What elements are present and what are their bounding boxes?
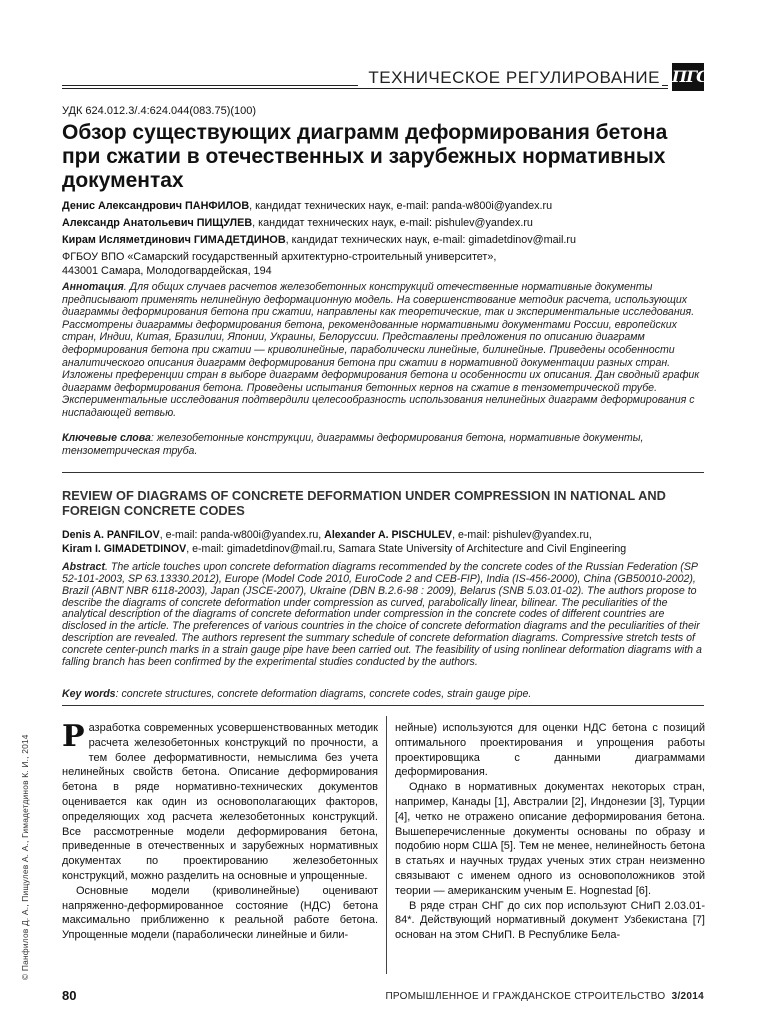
body-paragraph: Однако в нормативных документах некоторых стран, например, Канады [1], Австралии [2], Индонезии [3], Турции [4], четко не отражено описание деформирования бетона. Вышеперечисленные документы основаны по образу и подобию норм США [5]. Тем не менее, нелинейность бетона в статьях и научных трудах ученых этих стран неизменно связывают с именем одного из основоположников этой теории — американским ученым E. Hognestad [6]. — [395, 781, 705, 897]
author-details: , кандидат технических наук, e-mail: gimadetdinov@mail.ru — [285, 234, 577, 246]
english-author-name: Kiram I. GIMADETDINOV — [62, 542, 187, 555]
copyright-sidebar: © Панфилов Д. А., Пищулев А. А., Гимадетдинов К. И., 2014 — [20, 734, 30, 980]
paragraph-text: азработка современных усовершенствованных методик расчета железобетонных конструкций по прочности, а тем более деформативности, немыслима без учета нелинейных свойств бетона. Описание деформирования бетона в ряде нормативно-технических документов оценивается как один из основополагающих факторов, определяющих ход расчета железобетонных конструкций. Все рассмотренные модели деформирования бетона, приведенные в отечественных и зарубежных нормативных документах по проектированию железобетонных конструкций, можно разделить на основные и упрощенные. — [62, 722, 378, 882]
drop-cap: Р — [62, 719, 85, 754]
author-line — [62, 217, 533, 230]
abstract-ru — [62, 281, 704, 420]
english-author-affiliation: , e-mail: gimadetdinov@mail.ru, Samara State University of Architecture and Civil Engineering — [186, 542, 627, 555]
abstract-text: . Для общих случаев расчетов железобетонных конструкций отечественные нормативные документы предписывают применять нелинейную деформационную модель. На совершенствование методик расчета, использующих диаграммы деформирования бетона при сжатии, направлены как теоретические, так и экспериментальные исследования. Рассмотрены диаграммы деформирования бетона, рекомендованные нормативными документами России, европейских стран, Индии, Китая, Бразилии, Японии, Украины, Белоруссии. Представлены предложения по описанию диаграмм деформирования бетона при сжатии — криволинейные, параболически линейные, билинейные. Приведены особенности аналитического описания диаграмм деформирования бетона при сжатии в нормативной документации разных стран. Изложены преференции стран в выборе диаграмм деформирования бетона и особенности их описания. Дан сводный график диаграмм деформирования бетона. Проведены испытания бетонных кернов на сжатие в тензометрической трубе. Экспериментальные исследования подтвердили целесообразность использования нелинейных диаграмм деформирования с ниспадающей ветвью. — [62, 281, 700, 419]
section-divider — [62, 705, 704, 706]
author-line — [62, 234, 576, 247]
journal-name: ПРОМЫШЛЕННОЕ И ГРАЖДАНСКОЕ СТРОИТЕЛЬСТВО — [385, 991, 666, 1002]
english-author-name: Alexander A. PISCHULEV — [324, 529, 453, 541]
body-paragraph: В ряде стран СНГ до сих пор используют СНиП 2.03.01-84*. Действующий нормативный документ Узбекистана [7] основан на этом СНиП. В Республике Бела- — [395, 899, 705, 942]
english-author-email: , e-mail: pishulev@yandex.ru, — [452, 529, 592, 541]
section-rubric: ТЕХНИЧЕСКОЕ РЕГУЛИРОВАНИЕ — [358, 68, 662, 88]
english-author-name: Denis A. PANFILOV — [62, 529, 160, 541]
body-column-right — [395, 721, 705, 943]
keywords-en-label: Key words — [62, 688, 116, 700]
keywords-label: Ключевые слова — [62, 432, 151, 444]
section-divider — [62, 472, 704, 473]
abstract-label: Аннотация — [62, 281, 124, 293]
affiliation-line: 443001 Самара, Молодогвардейская, 194 — [62, 265, 272, 277]
article-title: Обзор существующих диаграмм деформирования бетона при сжатии в отечественных и зарубежных нормативных документах — [62, 121, 668, 192]
header-rule-secondary — [62, 88, 668, 89]
keywords-ru — [62, 432, 704, 457]
body-column-left — [62, 721, 378, 943]
affiliation — [62, 250, 702, 278]
english-author-line — [62, 529, 704, 543]
affiliation-line: ФГБОУ ВПО «Самарский государственный архитектурно-строительный университет», — [62, 251, 497, 263]
keywords-en-text: : concrete structures, concrete deformation diagrams, concrete codes, strain gauge pipe. — [115, 688, 532, 700]
abstract-en-text: . The article touches upon concrete deformation diagrams recommended by the concrete codes of the Russian Federation (SP 52-101-2003, SP 63.13330.2012), Europe (Model Code 2010, EuroCode 2 and CEB-FIP), India (IS-456-2000), China (GB50010-2002), Brazil (ABNT NBR 6118-2003), Japan (JSCE-2007), Ukraine (DBN B.2.6-98 : 2009), Belarus (SNB 5.03.01-02). The authors propose to describe the diagrams of concrete deformation under compression as curved, parabolically linear, bilinear. The peculiarities of the analytical description of the diagrams of concrete deformation under compression in the concrete codes of different countries are disclosed in the article. The preferences of various countries in the choice of concrete deformation diagrams and the peculiarities of their description are revealed. The authors represent the summary schedule of concrete deformation diagrams. Compressive stretch tests of concrete center-punch marks in a strain gauge pipe have been carried out. The feasibility of using nonlinear deformation diagrams with a falling branch has been confirmed by the experimental studies conducted by the authors. — [62, 561, 702, 668]
body-paragraph — [62, 721, 378, 884]
author-details: , кандидат технических наук, e-mail: panda-w800i@yandex.ru — [249, 200, 553, 212]
body-paragraph: нейные) используются для оценки НДС бетона с позиций оптимального проектирования и упрощения работы проектировщика с данными диаграммами деформирования. — [395, 722, 705, 779]
udk-code: УДК 624.012.3/.4:624.044(083.75)(100) — [62, 105, 257, 117]
author-line — [62, 200, 552, 213]
journal-footer — [385, 991, 704, 1002]
journal-logo-icon — [672, 63, 708, 91]
column-divider — [386, 716, 387, 974]
logo-text: ПГС — [672, 67, 708, 86]
keywords-text: : железобетонные конструкции, диаграммы деформирования бетона, нормативные документы, тензометрическая труба. — [62, 432, 644, 457]
author-name: Александр Анатольевич ПИЩУЛЕВ — [62, 217, 253, 229]
body-paragraph: Основные модели (криволинейные) оценивают напряженно-деформированное состояние (НДС) бетона максимально приближенно к реальной работе бетона. Упрощенные модели (параболически линейные и били- — [62, 884, 378, 942]
journal-issue: 3/2014 — [671, 991, 704, 1002]
abstract-en — [62, 562, 704, 669]
author-name: Кирам Исляметдинович ГИМАДЕТДИНОВ — [62, 234, 286, 246]
english-author-line — [62, 543, 704, 557]
english-title: REVIEW OF DIAGRAMS OF CONCRETE DEFORMATION UNDER COMPRESSION IN NATIONAL AND FOREIGN CONCRETE CODES — [62, 488, 666, 518]
abstract-en-label: Abstract — [62, 561, 105, 573]
author-details: , кандидат технических наук, e-mail: pishulev@yandex.ru — [252, 217, 533, 229]
english-authors — [62, 529, 704, 556]
author-name: Денис Александрович ПАНФИЛОВ — [62, 200, 250, 212]
english-author-email: , e-mail: panda-w800i@yandex.ru, — [159, 529, 325, 541]
page-number: 80 — [62, 988, 77, 1003]
keywords-en — [62, 688, 704, 700]
